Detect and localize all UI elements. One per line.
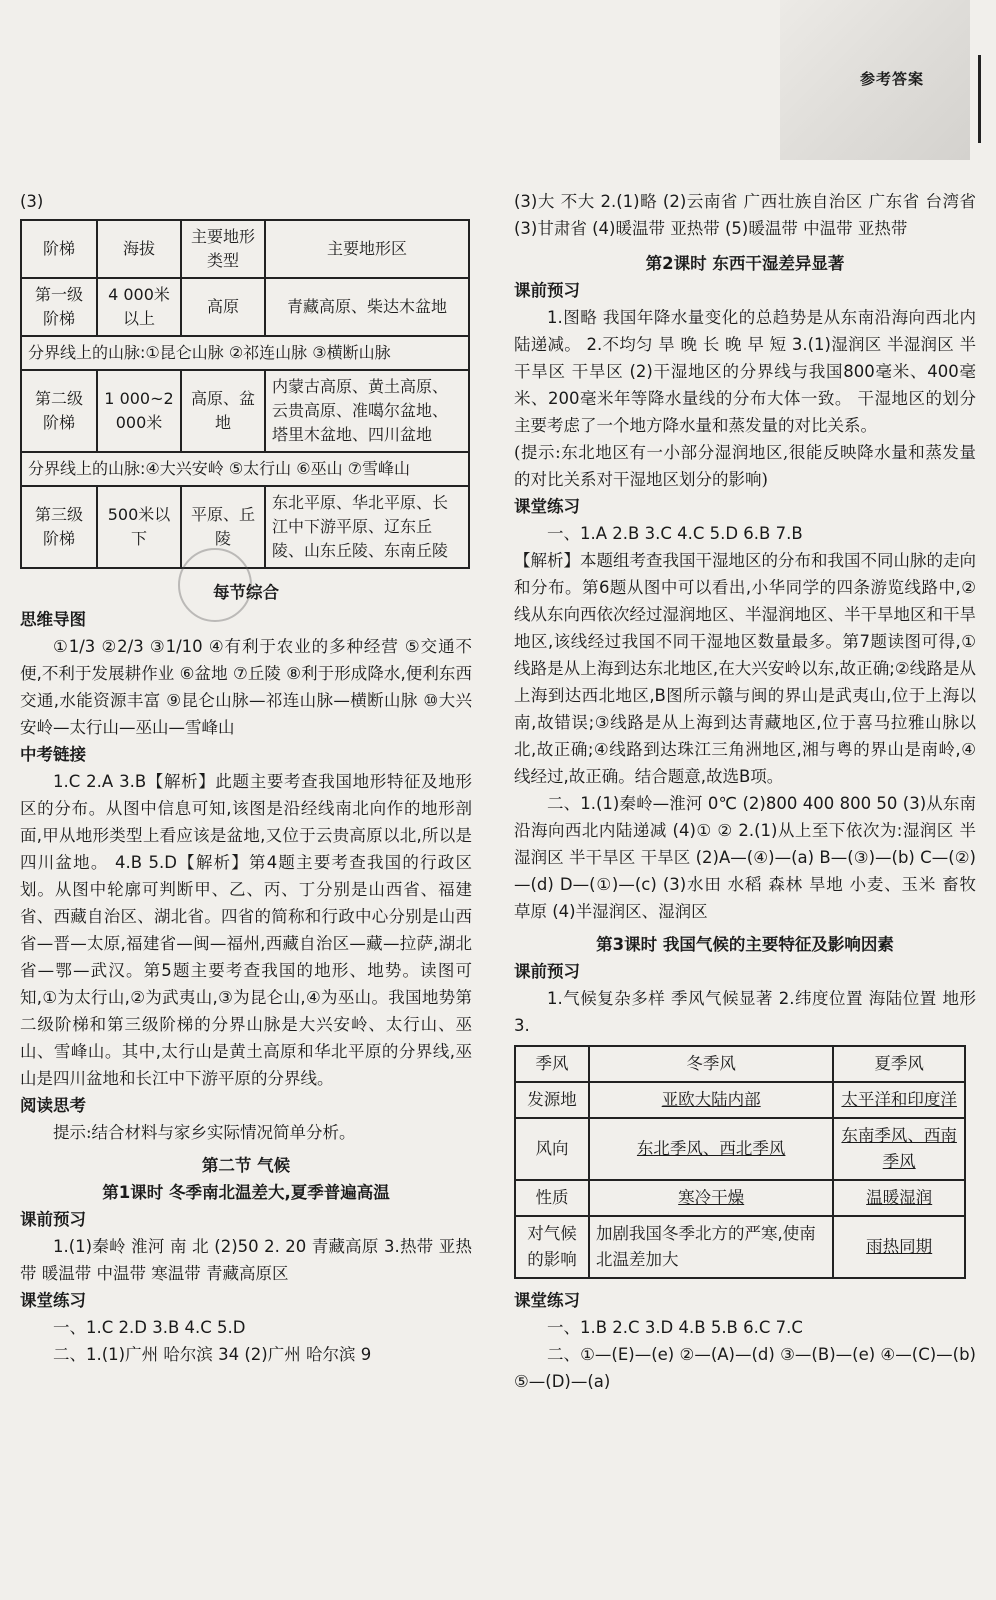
table-cell: 内蒙古高原、黄土高原、云贵高原、准噶尔盆地、塔里木盆地、四川盆地	[265, 370, 469, 452]
table-cell: 亚欧大陆内部	[589, 1082, 833, 1118]
subsection-title: 阅读思考	[20, 1096, 86, 1115]
table-row	[515, 1216, 965, 1278]
table-row	[21, 220, 469, 278]
table-cell: 夏季风	[833, 1046, 965, 1082]
table-cell: 主要地形类型	[181, 220, 265, 278]
answer-paragraph: 1.C 2.A 3.B【解析】此题主要考查我国地形特征及地形区的分布。从图中信息可知,该图是沿经线南北向作的地形剖面,甲从地形类型上看应该是盆地,又位于云贵高原以北,所以是四川盆地。 4.B 5.D【解析】第4题主要考查我国的行政区划。从图中轮廓可判断甲、乙、丙、丁分别是山西省、福建省、西藏自治区、湖北省。四省的简称和行政中心分别是山西省—晋—太原,福建省—闽—福州,西藏自治区—藏—拉萨,湖北省—鄂—武汉。第5题主要考查我国的地形、地势。读图可知,①为太行山,②为武夷山,③为昆仑山,④为巫山。我国地势第二级阶梯和第三级阶梯的分界山脉是大兴安岭、太行山、巫山、雪峰山。其中,太行山是黄土高原和华北平原的分界线,巫山是四川盆地和长江中下游平原的分界线。	[20, 772, 472, 1088]
table-cell: 寒冷干燥	[589, 1180, 833, 1216]
table-row	[21, 336, 469, 370]
analysis-paragraph: 【解析】本题组考查我国干湿地区的分布和我国不同山脉的走向和分布。第6题从图中可以看出,小华同学的四条游览线路中,②线从东向西依次经过湿润地区、半湿润地区、半干旱地区和干旱地区,该线经过我国不同干湿地区数量最多。第7题读图可得,①线路是从上海到达东北地区,在大兴安岭以东,故正确;②线路是从上海到达西北地区,B图所示赣与闽的界山是武夷山,位于上海以南,故错误;③线路是从上海到达青藏地区,位于喜马拉雅山脉以北,故正确;④线路到达珠江三角洲地区,湘与粤的界山是南岭,④线经过,故正确。结合题意,故选B项。	[514, 551, 976, 786]
answer-paragraph: 二、①—(E)—(e) ②—(A)—(d) ③—(B)—(e) ④—(C)—(b) ⑤—(D)—(a)	[514, 1345, 976, 1391]
subsection-title: 课前预习	[514, 962, 580, 981]
subsection-title: 思维导图	[20, 610, 86, 629]
answer-paragraph: 二、1.(1)秦岭—淮河 0℃ (2)800 400 800 50 (3)从东南沿海向西北内陆递减 (4)① ② 2.(1)从上至下依次为:湿润区 半湿润区 半干旱区 干旱区 (2)A—(④)—(a) B—(③)—(b) C—(②)—(d) D—(①)—(c) (3)水田 水稻 森林 旱地 小麦、玉米 畜牧 草原 (4)半湿润区、湿润区	[514, 794, 976, 921]
answer-paragraph: 1.图略 我国年降水量变化的总趋势是从东南沿海向西北内陆递减。 2.不均匀 旱 晚 长 晚 早 短 3.(1)湿润区 半湿润区 半干旱区 干旱区 (2)干湿地区的分界线与我国800毫米、400毫米、200毫米年等降水量线的分布大体一致。 干湿地区的划分主要考虑了一个地方降水量和蒸发量的对比关系。	[514, 308, 976, 435]
answer-paragraph: 二、1.(1)广州 哈尔滨 34 (2)广州 哈尔滨 9	[53, 1345, 372, 1364]
table-cell: 发源地	[515, 1082, 589, 1118]
header-divider	[978, 55, 981, 143]
table-cell: 高原、盆地	[181, 370, 265, 452]
table-row	[515, 1180, 965, 1216]
table-cell: 太平洋和印度洋	[833, 1082, 965, 1118]
table-cell: 加剧我国冬季北方的严寒,使南北温差加大	[589, 1216, 833, 1278]
answer-paragraph: 一、1.A 2.B 3.C 4.C 5.D 6.B 7.B	[547, 524, 803, 543]
table-cell: 性质	[515, 1180, 589, 1216]
table-cell: 东北平原、华北平原、长江中下游平原、辽东丘陵、山东丘陵、东南丘陵	[265, 486, 469, 568]
table-cell: 东南季风、西南季风	[833, 1118, 965, 1180]
table-row	[515, 1046, 965, 1082]
table-cell: 平原、丘陵	[181, 486, 265, 568]
table-cell: 风向	[515, 1118, 589, 1180]
answer-paragraph: ①1/3 ②2/3 ③1/10 ④有利于农业的多种经营 ⑤交通不便,不利于发展耕作业 ⑥盆地 ⑦丘陵 ⑧利于形成降水,便利东西交通,水能资源丰富 ⑨昆仑山脉—祁连山脉—横断山脉 ⑩大兴安岭—太行山—巫山—雪峰山	[20, 637, 472, 737]
table-row	[21, 370, 469, 452]
table-cell: 第二级阶梯	[21, 370, 97, 452]
section-heading: 每节综合	[213, 583, 279, 602]
answer-paragraph: 一、1.B 2.C 3.D 4.B 5.B 6.C 7.C	[547, 1318, 803, 1337]
hint-paragraph: (提示:东北地区有一小部分湿润地区,很能反映降水量和蒸发量的对比关系对干湿地区划分的影响)	[514, 443, 976, 489]
subsection-title: 课前预习	[20, 1210, 86, 1229]
table-cell: 东北季风、西北季风	[589, 1118, 833, 1180]
table-cell: 阶梯	[21, 220, 97, 278]
table-cell: 4 000米以上	[97, 278, 181, 336]
table-row	[515, 1118, 965, 1180]
subsection-title: 课堂练习	[514, 497, 580, 516]
table-cell: 温暖湿润	[833, 1180, 965, 1216]
answer-paragraph: 提示:结合材料与家乡实际情况简单分析。	[53, 1123, 356, 1142]
table-row	[515, 1082, 965, 1118]
table-cell: 第一级阶梯	[21, 278, 97, 336]
table-cell: 500米以下	[97, 486, 181, 568]
table-cell: 高原	[181, 278, 265, 336]
table-row	[21, 452, 469, 486]
subsection-title: 中考链接	[20, 745, 86, 764]
table-cell: 主要地形区	[265, 220, 469, 278]
subsection-title: 课堂练习	[514, 1291, 580, 1310]
lesson-title: 第3课时 我国气候的主要特征及影响因素	[596, 935, 894, 954]
answer-paragraph: 1.气候复杂多样 季风气候显著 2.纬度位置 海陆位置 地形 3.	[514, 989, 976, 1035]
header-title: 参考答案	[860, 70, 925, 88]
lesson-title: 第1课时 冬季南北温差大,夏季普遍高温	[102, 1183, 390, 1202]
monsoon-table	[514, 1045, 966, 1279]
left-column	[20, 188, 472, 1368]
section-heading: 第二节 气候	[201, 1156, 291, 1175]
table-cell: 海拔	[97, 220, 181, 278]
table-cell: 1 000~2 000米	[97, 370, 181, 452]
answer-paragraph: (3)大 不大 2.(1)略 (2)云南省 广西壮族自治区 广东省 台湾省 (3)甘肃省 (4)暖温带 亚热带 (5)暖温带 中温带 亚热带	[514, 192, 976, 238]
table-label: (3)	[20, 192, 44, 211]
table-row	[21, 486, 469, 568]
table-cell: 第三级阶梯	[21, 486, 97, 568]
subsection-title: 课前预习	[514, 281, 580, 300]
table-row	[21, 278, 469, 336]
right-column	[514, 188, 976, 1395]
lesson-title: 第2课时 东西干湿差异显著	[645, 254, 845, 273]
table-cell: 分界线上的山脉:①昆仑山脉 ②祁连山脉 ③横断山脉	[21, 336, 469, 370]
table-cell: 分界线上的山脉:④大兴安岭 ⑤太行山 ⑥巫山 ⑦雪峰山	[21, 452, 469, 486]
table-cell: 雨热同期	[833, 1216, 965, 1278]
table-cell: 季风	[515, 1046, 589, 1082]
table-cell: 对气候的影响	[515, 1216, 589, 1278]
subsection-title: 课堂练习	[20, 1291, 86, 1310]
table-cell: 冬季风	[589, 1046, 833, 1082]
answer-paragraph: 1.(1)秦岭 淮河 南 北 (2)50 2. 20 青藏高原 3.热带 亚热带 暖温带 中温带 寒温带 青藏高原区	[20, 1237, 472, 1283]
answer-paragraph: 一、1.C 2.D 3.B 4.C 5.D	[53, 1318, 246, 1337]
table-cell: 青藏高原、柴达木盆地	[265, 278, 469, 336]
terrain-table	[20, 219, 470, 569]
stamp-mark	[178, 548, 252, 622]
